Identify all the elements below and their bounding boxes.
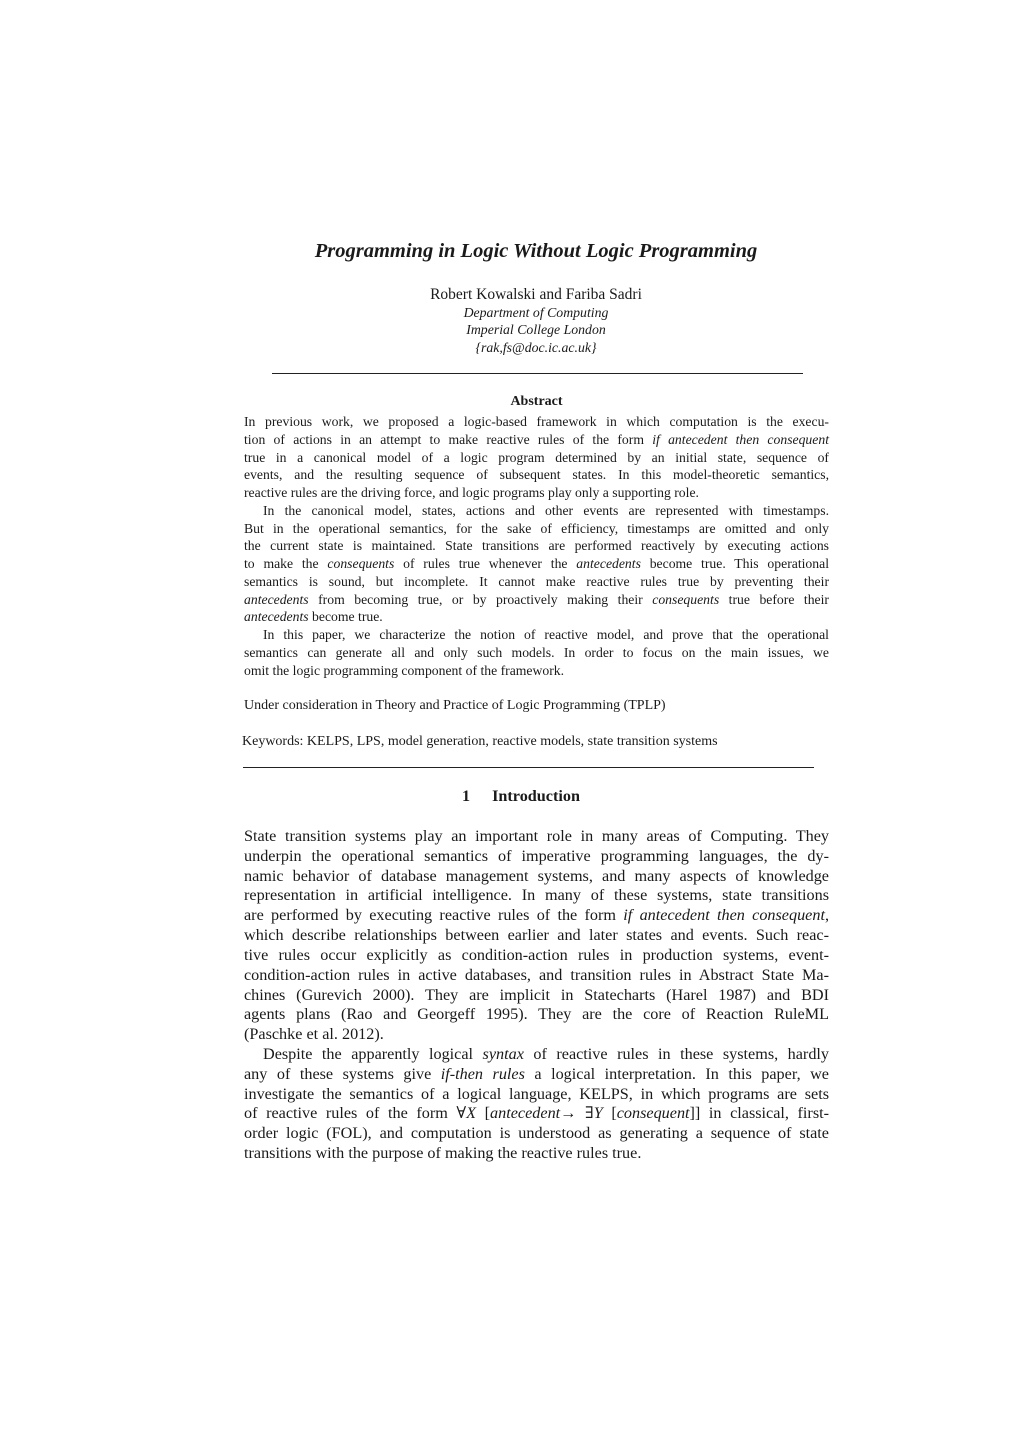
italic-text-run: X (466, 1104, 477, 1123)
affiliation-institution: Imperial College London (466, 322, 606, 337)
italic-text-run: if antecedent then consequent (652, 431, 830, 447)
paragraph (244, 626, 829, 679)
text-line (244, 946, 829, 966)
text-run: representation in artificial intelligence. In many of these systems, state transitions (244, 886, 829, 905)
text-run: tive rules occur explicitly as condition-action rules in production systems, event- (244, 945, 829, 964)
paragraph (244, 827, 829, 1045)
text-run: In previous work, we proposed a logic-based framework in which computation is the execu- (244, 414, 829, 429)
text-run: agents plans (Rao and Georgeff 1995). They are the core of Reaction RuleML (244, 1005, 829, 1024)
text-run: to make the (244, 556, 328, 571)
paragraph (244, 1045, 829, 1164)
text-line (244, 484, 829, 502)
text-line (244, 926, 829, 946)
text-run: semantics can generate all and only such models. In order to focus on the main issues, we (244, 644, 829, 660)
text-run: But in the operational semantics, for the sake of efficiency, timestamps are omitted and only (244, 520, 829, 536)
introduction-text (244, 827, 829, 1164)
italic-text-run: antecedents (244, 609, 309, 625)
text-run: become true. (308, 609, 383, 625)
text-run: [ (602, 1104, 617, 1123)
section-number: 1 (462, 787, 471, 805)
text-line (244, 1005, 829, 1025)
italic-text-run: consequents (652, 591, 720, 607)
paper-title: Programming in Logic Without Logic Programming (314, 240, 758, 262)
section-heading (0, 787, 1024, 806)
text-run: State transition systems play an important role in many areas of Computing. They (244, 827, 829, 845)
text-line (244, 1065, 829, 1085)
text-line (244, 906, 829, 926)
text-run: → ∃ (560, 1104, 594, 1123)
text-line (244, 867, 829, 887)
text-line (244, 537, 829, 555)
text-line (244, 1085, 829, 1105)
keywords: Keywords: KELPS, LPS, model generation, reactive models, state transition systems (242, 734, 718, 749)
text-run: In this paper, we characterize the notion of reactive model, and prove that the operational (263, 627, 829, 642)
text-run: condition-action rules in active databases, and transition rules in Abstract State Ma- (244, 965, 829, 984)
text-line (244, 847, 829, 867)
text-line (244, 644, 829, 662)
text-line (244, 573, 829, 591)
text-line (244, 466, 829, 484)
text-run: the current state is maintained. State transitions are performed reactively by executing actions (244, 538, 829, 554)
italic-text-run: consequent (616, 1104, 690, 1123)
text-run: are performed by executing reactive rules of the form (244, 906, 624, 925)
text-run: a logical interpretation. In this paper, we (524, 1064, 829, 1083)
text-run: events, and the resulting sequence of subsequent states. In this model-theoretic semantics, (244, 467, 829, 483)
section-title: Introduction (492, 787, 580, 805)
text-run: which describe relationships between earlier and later states and events. Such reac- (244, 926, 829, 945)
text-line (244, 662, 829, 680)
paragraph (244, 502, 829, 626)
text-line (244, 966, 829, 986)
text-run: Despite the apparently logical (263, 1044, 483, 1063)
italic-text-run: if antecedent then consequent (623, 906, 825, 925)
text-line (244, 449, 829, 467)
text-run: any of these systems give (244, 1064, 441, 1083)
text-run: [ (476, 1104, 491, 1123)
text-run: ]] in classical, first- (689, 1104, 830, 1123)
consideration-note: Under consideration in Theory and Practice of Logic Programming (TPLP) (244, 698, 666, 713)
italic-text-run: consequents (327, 556, 395, 571)
text-run: of rules true whenever the (394, 556, 577, 571)
italic-text-run: if-then rules (440, 1064, 525, 1083)
bottom-divider (243, 767, 814, 768)
text-run: underpin the operational semantics of imperative programming languages, the dy- (244, 846, 829, 865)
text-line (244, 520, 829, 538)
text-run: from becoming true, or by proactively making their (308, 591, 653, 607)
text-run: semantics is sound, but incomplete. It cannot make reactive rules true by preventing their (244, 573, 829, 589)
text-line (244, 626, 829, 644)
text-run: true in a canonical model of a logic program determined by an initial state, sequence of (244, 449, 829, 465)
affiliation-email: {rak,fs@doc.ic.ac.uk} (475, 340, 597, 355)
text-line (244, 1104, 829, 1124)
text-run: tion of actions in an attempt to make reactive rules of the form (244, 431, 653, 447)
italic-text-run: syntax (482, 1044, 524, 1063)
affiliation-department: Department of Computing (463, 305, 609, 320)
text-line (244, 502, 829, 520)
abstract-heading: Abstract (510, 394, 563, 409)
abstract-text (244, 413, 829, 679)
italic-text-run: antecedents (576, 556, 641, 571)
text-run: order logic (FOL), and computation is understood as generating a sequence of state (244, 1124, 829, 1143)
italic-text-run: antecedent (490, 1104, 561, 1123)
text-line (244, 1144, 829, 1164)
text-line (244, 886, 829, 906)
text-run: reactive rules are the driving force, and logic programs play only a supporting role. (244, 485, 699, 500)
text-run: (Paschke et al. 2012). (244, 1025, 384, 1044)
text-run: In the canonical model, states, actions and other events are represented with timestamps. (263, 502, 829, 518)
text-run: namic behavior of database management systems, and many aspects of knowledge (244, 866, 829, 885)
text-run: , (824, 906, 830, 925)
text-line (244, 1045, 829, 1065)
text-line (244, 608, 829, 626)
text-run: transitions with the purpose of making the reactive rules true. (244, 1144, 642, 1162)
text-line (244, 413, 829, 431)
text-run: of reactive rules in these systems, hardly (523, 1044, 830, 1063)
text-line (244, 1124, 829, 1144)
text-line (244, 827, 829, 847)
text-line (244, 555, 829, 573)
text-run: chines (Gurevich 2000). They are implicit in Statecharts (Harel 1987) and BDI (244, 985, 829, 1004)
text-run: of reactive rules of the form ∀ (244, 1104, 467, 1123)
text-run: become true. This operational (640, 556, 829, 571)
text-run: true before their (719, 591, 829, 607)
italic-text-run: Y (593, 1104, 603, 1123)
text-run: omit the logic programming component of the framework. (244, 662, 565, 678)
text-line (244, 986, 829, 1006)
top-divider (272, 373, 803, 374)
authors: Robert Kowalski and Fariba Sadri (430, 286, 642, 303)
italic-text-run: antecedents (244, 591, 309, 607)
text-line (244, 431, 829, 449)
text-line (244, 1025, 829, 1045)
text-run: investigate the semantics of a logical language, KELPS, in which programs are sets (244, 1084, 829, 1103)
paragraph (244, 413, 829, 502)
text-line (244, 591, 829, 609)
